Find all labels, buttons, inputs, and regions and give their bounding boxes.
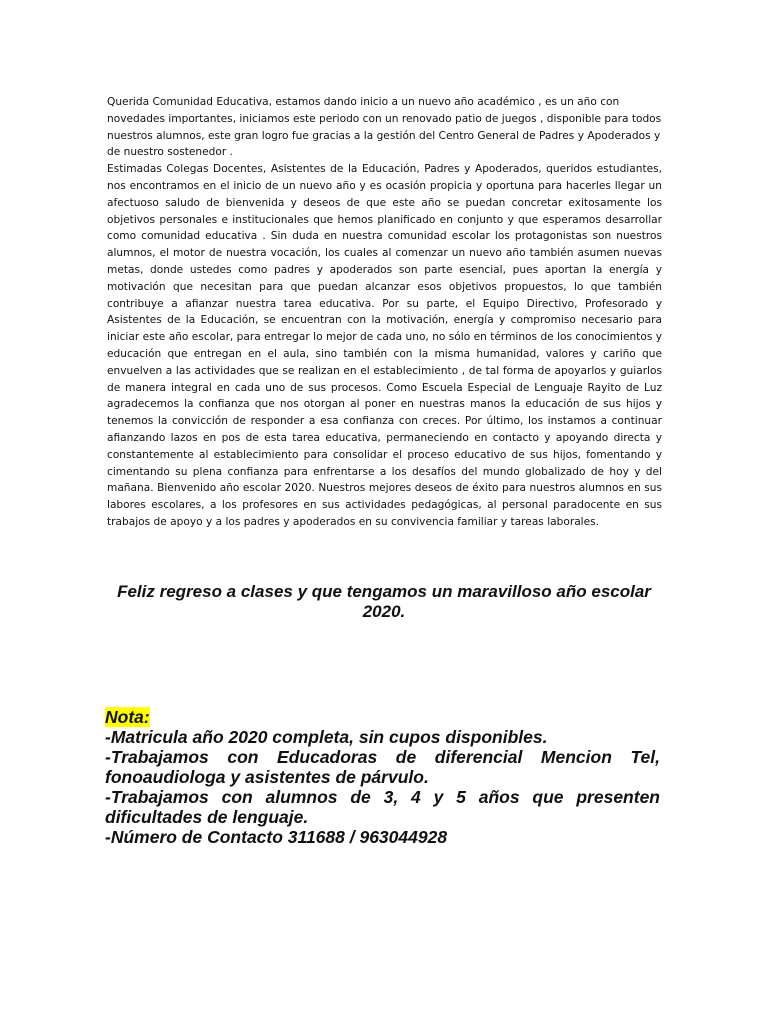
note-line-contact: -Número de Contacto 311688 / 963044928 [105, 827, 448, 847]
note-line-enrollment: -Matricula año 2020 completa, sin cupos disponibles. [105, 727, 548, 747]
note-line-staff: -Trabajamos con Educadoras de diferencial Mencion Tel, fonoaudiologa y asistentes de párvulo. [105, 747, 660, 787]
note-line-students: -Trabajamos con alumnos de 3, 4 y 5 años que presenten dificultades de lenguaje. [105, 787, 660, 827]
note-section [105, 707, 660, 847]
closing-message: Feliz regreso a clases y que tengamos un maravilloso año escolar 2020. [117, 582, 651, 621]
note-title: Nota: [105, 707, 150, 727]
letter-body [107, 94, 662, 531]
greeting-paragraph: Querida Comunidad Educativa, estamos dando inicio a un nuevo año académico , es un año con novedades importantes, iniciamos este periodo con un renovado patio de juegos , disponible para todos nuestros alumnos, este gran logro fue gracias a la gestión del Centro General de Padres y Apoderados y de nuestro sostenedor . [107, 96, 662, 159]
welcome-paragraph: Estimadas Colegas Docentes, Asistentes de la Educación, Padres y Apoderados, queridos estudiantes, nos encontramos en el inicio de un nuevo año y es ocasión propicia y oportuna para hacerles llegar un afectuoso saludo de bienvenida y deseos de que este año se puedan concretar exitosamente los objetivos personales e institucionales que hemos planificado en conjunto y que esperamos desarrollar como comunidad educativa . Sin duda en nuestra comunidad escolar los protagonistas son nuestros alumnos, el motor de nuestra vocación, los cuales al comenzar un nuevo año también asumen nuevas metas, donde ustedes como padres y apoderados son parte esencial, pues aportan la energía y motivación que necesitan para que puedan alcanzar esos objetivos propuestos, lo que también contribuye a afianzar nuestra tarea educativa. Por su parte, el Equipo Directivo, Profesorado y Asistentes de la Educación, se encuentran con la motivación, energía y compromiso necesario para iniciar este año escolar, para entregar lo mejor de cada uno, no sólo en términos de los conocimientos y educación que entregan en el aula, sino también con la misma humanidad, valores y cariño que envuelven a las actividades que se realizan en el establecimiento , de tal forma de apoyarlos y guiarlos de manera integral en cada uno de sus procesos. Como Escuela Especial de Lenguaje Rayito de Luz agradecemos la confianza que nos otorgan al poner en nuestras manos la educación de sus hijos y tenemos la convicción de responder a esa confianza con creces. Por último, los instamos a continuar afianzando lazos en pos de esta tarea educativa, permaneciendo en contacto y apoyando directa y constantemente al establecimiento para consolidar el proceso educativo de sus hijos, fomentando y cimentando su plena confianza para enfrentarse a los desafíos del mundo globalizado de hoy y del mañana. Bienvenido año escolar 2020. Nuestros mejores deseos de éxito para nuestros alumnos en sus labores escolares, a los profesores en sus actividades pedagógicas, al personal paradocente en sus trabajos de apoyo y a los padres y apoderados en su convivencia familiar y tareas laborales. [107, 163, 662, 528]
